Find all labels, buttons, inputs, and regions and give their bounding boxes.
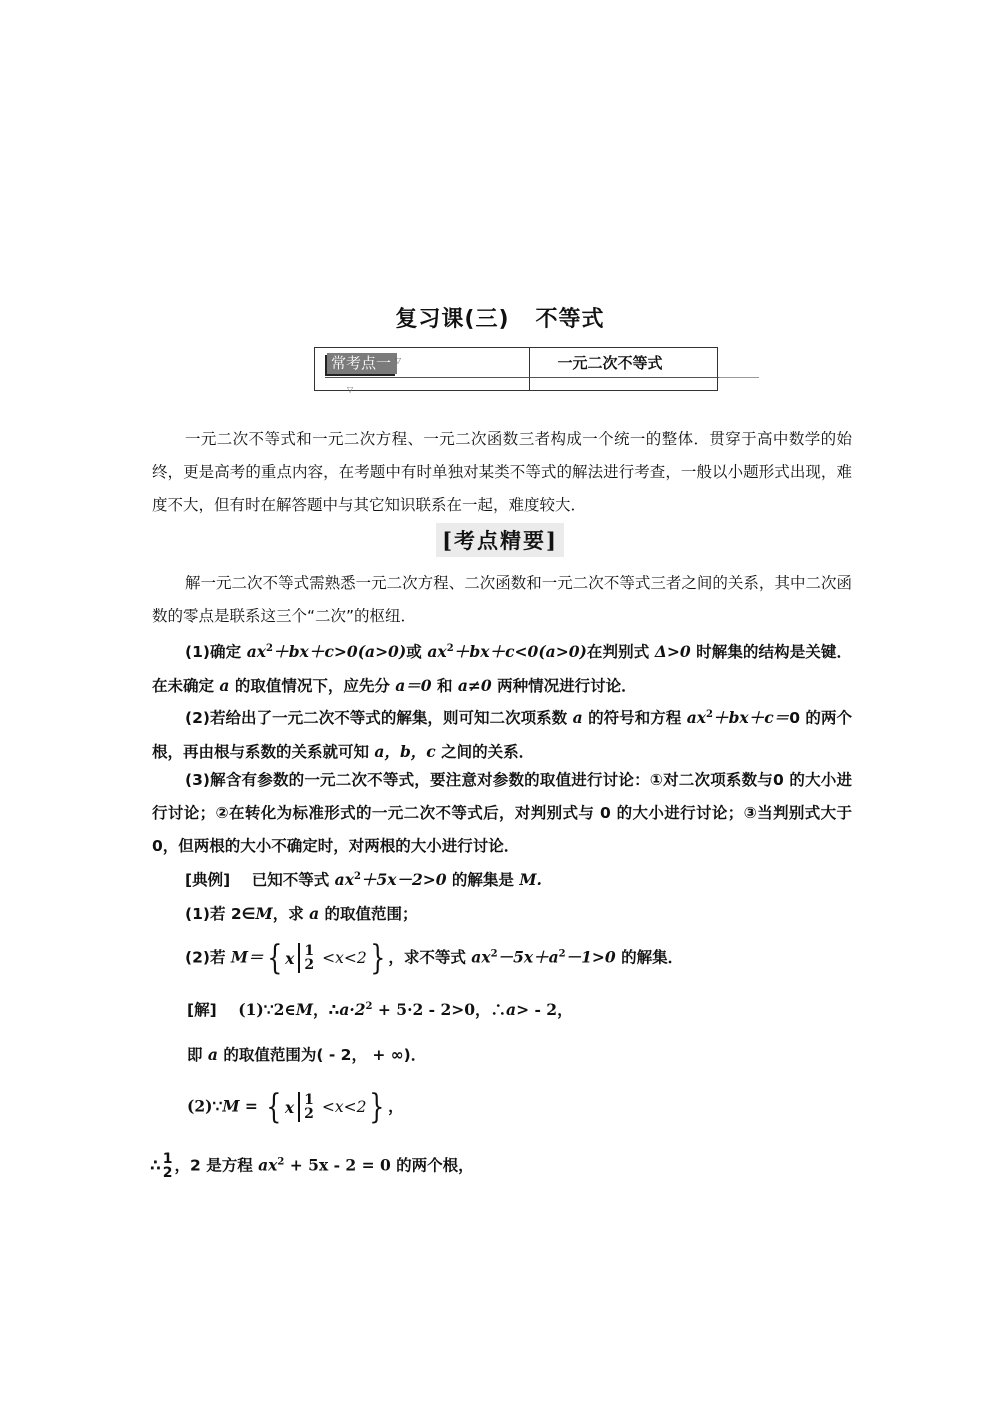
solution-line-3	[187, 1087, 887, 1127]
key-point-topic: 一元二次不等式	[557, 354, 663, 372]
fraction	[304, 944, 314, 972]
example-stem	[185, 868, 885, 890]
text-run: {	[266, 938, 282, 978]
text-run: 的符号和方程	[582, 709, 687, 728]
text-run: 2	[304, 957, 315, 973]
text-run: ∴	[150, 1156, 161, 1175]
text-run: 时解集的结构是关键．在未确定	[152, 643, 852, 696]
text-run: (1)∵2∈	[238, 1000, 296, 1019]
text-run: 的解集．	[615, 948, 684, 967]
text-run: a≠0	[457, 676, 492, 696]
text-run: M.	[519, 870, 542, 889]
text-run: ax	[334, 870, 354, 889]
fraction	[304, 1093, 314, 1121]
text-run: ＋bx＋c＝	[713, 708, 790, 728]
text-run: 和	[431, 677, 458, 696]
text-run: a	[219, 676, 230, 696]
text-run: 0 的两个根，再由根与系数的关系就可知	[152, 709, 852, 762]
text-run: ，2 是方程	[174, 1156, 259, 1175]
set-notation	[264, 938, 389, 978]
text-run: > - 2，	[516, 1000, 573, 1019]
text-run: 两种情况进行讨论．	[491, 677, 637, 696]
text-run: a＝0	[395, 676, 432, 696]
text-run: 1	[304, 943, 315, 959]
text-run: 在判别式	[586, 643, 655, 662]
text-run: 或	[406, 643, 428, 662]
solution-line-1	[187, 998, 887, 1020]
text-run: ，求不等式	[388, 948, 472, 967]
superscript: 2	[706, 709, 713, 720]
text-run: ，求	[272, 905, 310, 923]
text-run: [典例]	[185, 871, 231, 889]
set-notation	[263, 1087, 388, 1127]
text-run: M =	[222, 1096, 264, 1116]
point-1-paragraph	[152, 632, 852, 703]
text-run: {	[266, 1087, 282, 1127]
text-run: (2)∵	[187, 1096, 223, 1116]
superscript: 2	[277, 1156, 285, 1168]
text-run: }	[369, 938, 386, 978]
text-run: (1)确定	[185, 643, 247, 662]
superscript: 2	[365, 1000, 373, 1012]
title-main: 复习课(三)	[395, 307, 510, 332]
text-run: 2	[162, 1165, 173, 1181]
intro-paragraph: 一元二次不等式和一元二次方程、一元二次函数三者构成一个统一的整体．贯穿于高中数学的始终，更是高考的重点内容，在考题中有时单独对某类不等式的解法进行考查，一般以小题形式出现，难度不大，但有时在解答题中与其它知识联系在一起，难度较大．	[152, 430, 852, 514]
text-run: ax	[427, 642, 447, 662]
text-run: <x<2	[322, 949, 367, 967]
text-run: 的两个根，	[390, 1156, 474, 1175]
text-run: 2	[304, 1106, 314, 1122]
text-run: + 5x - 2 = 0	[284, 1155, 391, 1175]
text-run: ，	[388, 1097, 404, 1116]
key-point-table	[314, 347, 718, 394]
superscript: 2	[266, 643, 274, 654]
text-run: }	[369, 1087, 385, 1127]
superscript: 2	[558, 948, 566, 960]
text-run: ax	[686, 708, 707, 728]
text-run: a	[572, 708, 583, 728]
text-run: (2)若给出了一元二次不等式的解集，则可知二次项系数	[185, 709, 573, 728]
triangle-marker-icon: ▽	[394, 356, 402, 365]
triangle-marker-icon: ▽	[347, 385, 354, 394]
text-run: ax	[471, 947, 491, 967]
text-run: a	[207, 1045, 218, 1064]
table-underline-ext	[719, 377, 759, 378]
text-run: Δ>0	[654, 642, 691, 662]
text-run: M	[255, 904, 273, 923]
text-run: 1	[304, 1092, 314, 1108]
text-run: －1>0	[565, 947, 616, 967]
text-run: 的取值范围为( - 2， + ∞)．	[217, 1046, 427, 1064]
section-heading	[0, 523, 1000, 557]
superscript: 2	[353, 870, 361, 882]
text-run	[298, 943, 300, 973]
key-point-badge-label: 常考点一	[331, 354, 392, 372]
text-run: ax	[258, 1155, 278, 1175]
text-run: ＋5x－2>0	[360, 870, 447, 889]
text-run: 之间的关系．	[435, 743, 535, 762]
text-run: 的取值范围；	[319, 905, 418, 923]
point-3-paragraph: (3)解含有参数的一元二次不等式，要注意对参数的取值进行讨论：①对二次项系数与0 的大小进行讨论；②在转化为标准形式的一元二次不等式后，对判别式与 0 的大小进行讨论；③当判别式大于 0，但两根的大小不确定时，对两根的大小进行讨论．	[152, 771, 852, 855]
text-run: x	[284, 1097, 295, 1117]
text-run: ＋bx＋c>0(a>0)	[273, 642, 407, 662]
key-point-badge	[327, 353, 402, 394]
example-question-1	[185, 902, 885, 924]
text-run: + 5·2 - 2>0，∴	[372, 1000, 507, 1019]
text-run: x	[285, 948, 295, 968]
text-run: M	[295, 1000, 314, 1019]
text-run: a	[309, 904, 320, 923]
text-run: ＋bx＋c<0(a>0)	[453, 642, 587, 662]
solution-line-2	[187, 1043, 887, 1065]
text-run: ，∴	[313, 1001, 340, 1019]
page-title	[0, 302, 1000, 333]
text-run: <x<2	[321, 1098, 367, 1116]
text-run: 的取值情况下，应先分	[229, 677, 396, 696]
text-run	[298, 1092, 300, 1122]
solution-line-4	[150, 1152, 850, 1180]
text-run: 已知不等式	[251, 871, 335, 889]
point-2-paragraph	[152, 698, 852, 769]
superscript: 2	[446, 643, 454, 654]
text-run: 的解集是	[446, 871, 520, 889]
text-run: (2)若	[185, 948, 231, 967]
text-run: a·2	[339, 1000, 366, 1019]
superscript: 2	[490, 948, 498, 960]
text-run: a，b，c	[374, 742, 436, 762]
text-run: M＝	[230, 947, 264, 967]
table-underline	[325, 377, 723, 378]
text-run: ax	[246, 642, 267, 662]
text-run: [解]	[187, 1001, 217, 1019]
example-question-2	[185, 938, 885, 978]
text-run: －5x＋a	[497, 947, 559, 967]
fraction	[163, 1152, 173, 1180]
section-heading-label: [考点精要]	[436, 523, 564, 557]
text-run: 1	[162, 1151, 173, 1167]
text-run: 即	[187, 1046, 208, 1064]
summary-paragraph: 解一元二次不等式需熟悉一元二次方程、二次函数和一元二次不等式三者之间的关系，其中二次函数的零点是联系这三个“二次”的枢纽．	[152, 574, 852, 625]
title-sub: 不等式	[535, 307, 605, 332]
text-run: (1)若 2∈	[185, 905, 256, 923]
text-run: a	[506, 1000, 517, 1019]
